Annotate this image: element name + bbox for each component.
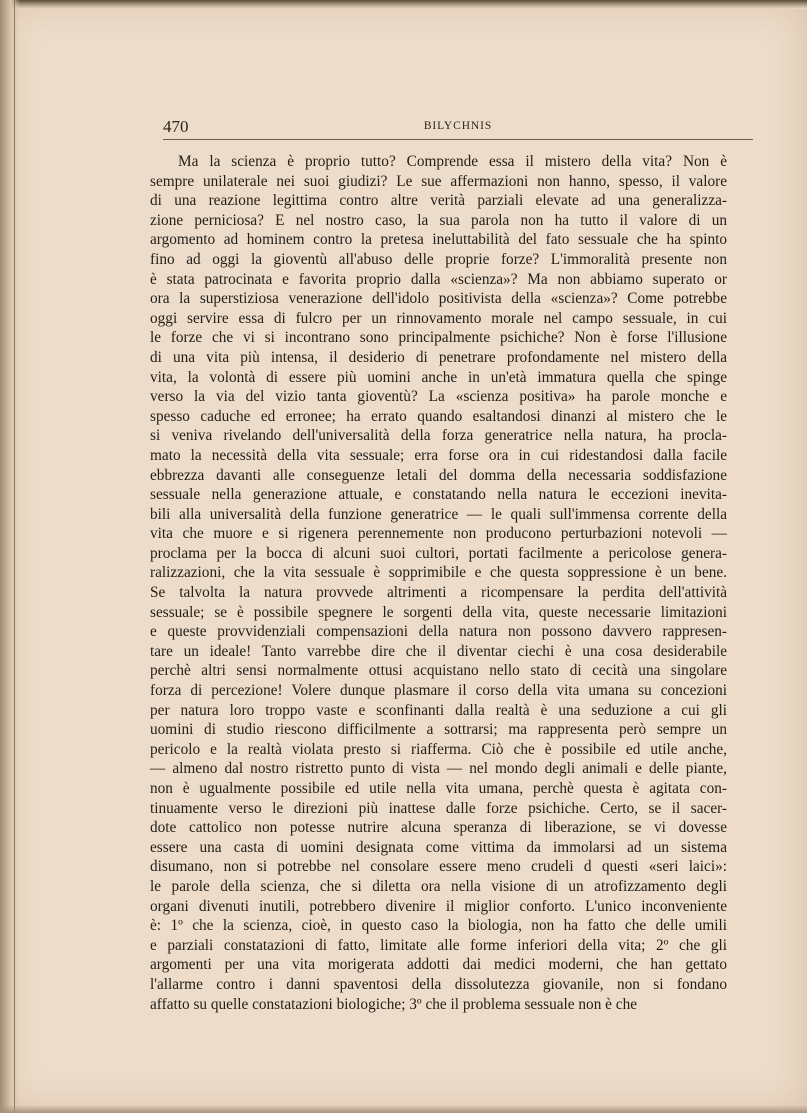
text-line: sessuale nella generazione attuale, e constatando nella natura le eccezioni inevita- [150,486,727,504]
text-line: vita, la volontà di essere più uomini anche in un'età immatura quella che spinge [150,368,727,386]
text-line: fino ad oggi la gioventù all'abuso delle proprie forze? L'immoralità presente non [150,250,727,268]
text-line: zione perniciosa? E nel nostro caso, la sua parola non ha tutto il valore di un [150,211,727,229]
page-top-edge [0,0,807,9]
text-line: tare un ideale! Tanto varrebbe dire che il diventar ciechi è una cosa desiderabile [150,642,728,660]
text-line: mato la necessità della vita sessuale; erra forse ora in cui ridestandosi dalla facile [150,446,727,464]
text-line: pericolo e la realtà violata presto si riafferma. Ciò che è possibile ed utile anche, [150,740,727,758]
header-rule [163,139,753,140]
text-line: tinuamente verso le direzioni più inattese dalle forze psichiche. Certo, se il sacer- [150,799,727,817]
text-line: ebbrezza davanti alle conseguenze letali del domma della necessaria soddisfazione [150,466,727,484]
text-line: dote cattolico non potesse nutrire alcuna speranza di liberazione, se vi dovesse [150,819,727,837]
text-line: Ma la scienza è proprio tutto? Comprende essa il mistero della vita? Non è [178,153,728,170]
text-line: di una vita più intensa, il desiderio di penetrare profondamente nel mistero della [150,348,727,366]
text-line: spesso caduche ed erronee; ha errato quando esaltandosi dinanzi al mistero che le [150,407,727,425]
text-line: affatto su quelle constatazioni biologiche; 3º che il problema sessuale non è che [150,995,638,1013]
text-line: le forze che vi si incontrano sono principalmente psichiche? Non è forse l'illusione [150,329,727,347]
text-line: uomini di studio riescono difficilmente a sottrarsi; ma rappresenta però sempre un [150,721,727,739]
text-line: si veniva rivelando dell'universalità della forza generatrice nella natura, ha procla- [150,427,727,445]
text-line: vita che muore e si rigenera perennemente non producono perturbazioni notevoli — [150,525,727,543]
page-number: 470 [163,117,189,136]
text-line: argomento ad hominem contro la pretesa ineluttabilità del fato sessuale che ha spinto [150,231,728,249]
text-line: l'allarme contro i danni spaventosi della dissolutezza giovanile, non si fondano [150,975,727,993]
text-line: bili alla universalità della funzione generatrice — le quali sull'immensa corrente della [150,505,727,523]
text-line: sessuale; se è possibile spegnere le sorgenti della vita, queste necessarie limitazioni [150,603,727,621]
text-line: oggi servire essa di fulcro per un rinnovamento morale nel campo sessuale, in cui [150,309,727,327]
text-line: e queste provvidenziali compensazioni della natura non possono davvero rappresen- [150,623,727,641]
page-binding-edge [0,0,20,1113]
text-line: argomenti per una vita morigerata addotti dai medici moderni, che han gettato [150,956,728,974]
text-line: perchè altri sensi normalmente ottusi acquistano nello stato di cecità una singolare [150,662,727,680]
text-line: e parziali constatazioni di fatto, limitate alle forme inferiori della vita; 2º che gli [150,936,727,954]
body-text [150,152,727,1014]
text-line: sempre unilaterale nei suoi giudizi? Le sue affermazioni non hanno, spesso, il valore [150,172,727,190]
page-header [163,117,753,141]
text-line: le parole della scienza, che si diletta ora nella visione di un atrofizzamento degli [150,877,727,895]
text-line: non è ugualmente possibile ed utile nella vita umana, perchè questa è agitata con- [150,780,727,797]
text-line: è stata patrocinata e favorita proprio dalla «scienza»? Ma non abbiamo superato or [150,270,727,288]
text-line: ora la superstiziosa venerazione dell'idolo positivista della «scienza»? Come potrebbe [150,290,727,308]
text-line: organi divenuti inutili, potrebbero divenire il miglior conforto. L'unico inconveniente [150,897,727,915]
text-line: Se talvolta la natura provvede altrimenti a ricompensare la perdita dell'attività [150,584,728,602]
page-bottom-edge [0,1105,807,1113]
text-line: essere una casta di uomini designata come vittima da immolarsi ad un sistema [150,838,727,856]
text-line: ralizzazioni, che la vita sessuale è sopprimibile e che questa soppressione è un bene. [150,564,727,582]
text-line: — almeno dal nostro ristretto punto di vista — nel mondo degli animali e delle piante, [150,760,727,778]
running-head: BILYCHNIS [423,120,493,132]
text-line: verso la via del vizio tanta gioventù? La «scienza positiva» ha parole monche e [150,388,727,406]
text-line: forza di percezione! Volere dunque plasmare il corso della vita umana su concezioni [150,682,727,700]
text-line: disumano, non si potrebbe nel consolare essere meno crudeli d questi «seri laici»: [150,858,727,876]
text-line: proclama per la bocca di alcuni suoi cultori, portati facilmente a pericolose genera- [150,544,728,562]
binding-line [14,0,15,1113]
text-line: di una reazione legittima contro altre verità parziali elevate ad una generalizza- [150,192,727,210]
text-line: è: 1º che la scienza, cioè, in questo caso la biologia, non ha fatto che delle umili [150,917,727,935]
text-line: per natura loro troppo vaste e sconfinanti dalla realtà è una seduzione a cui gli [150,701,727,719]
